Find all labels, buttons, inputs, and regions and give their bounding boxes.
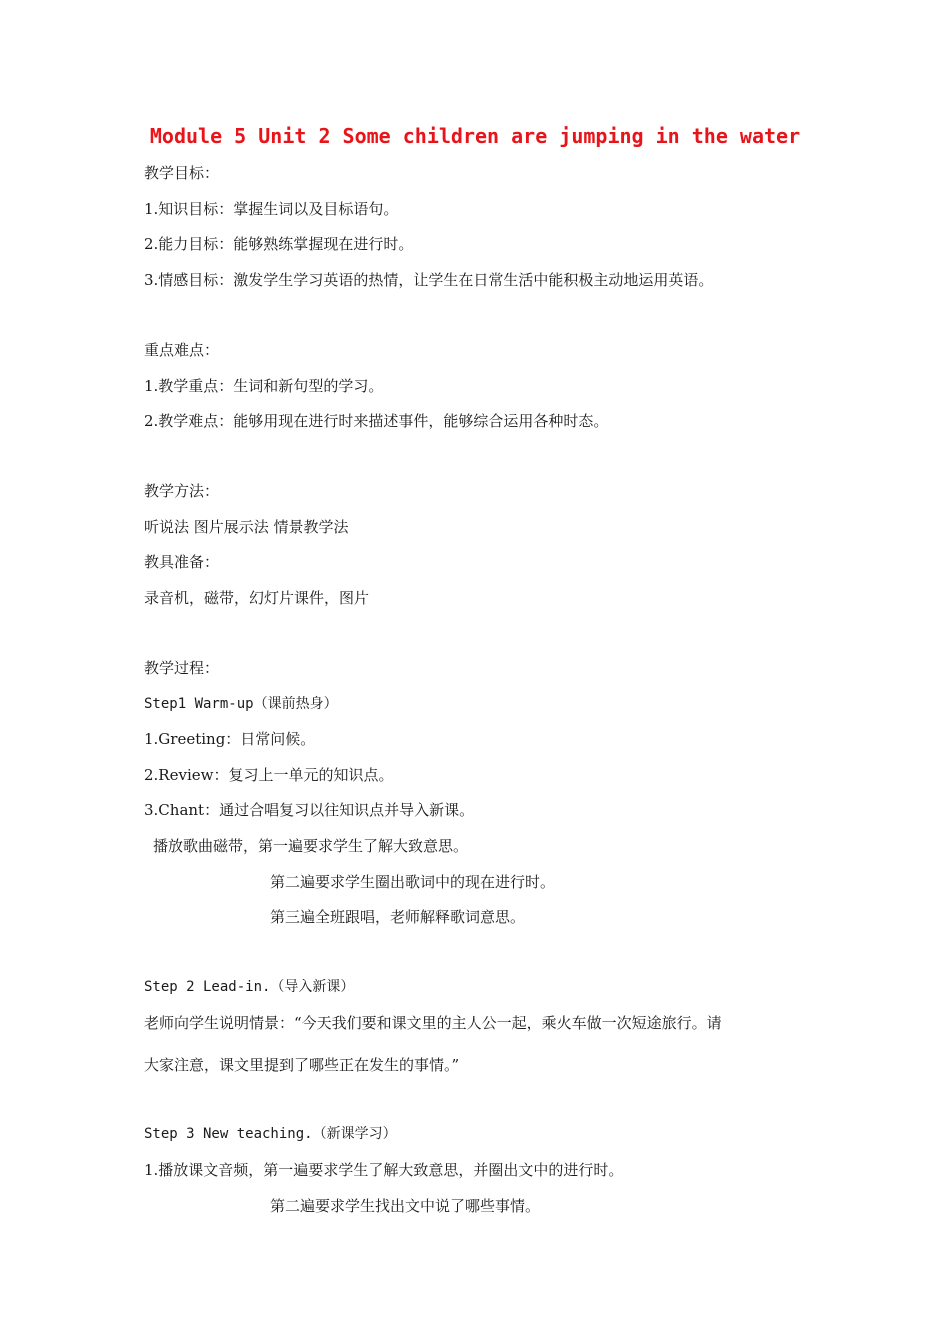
section-heading-objectives: 教学目标： bbox=[144, 164, 220, 182]
objective-knowledge: 1.知识目标：掌握生词以及目标语句。 bbox=[144, 200, 399, 218]
step1-review: 2.Review：复习上一单元的知识点。 bbox=[144, 766, 394, 784]
methods-list: 听说法 图片展示法 情景教学法 bbox=[144, 518, 349, 536]
chant-second-play: 第二遍要求学生圈出歌词中的现在进行时。 bbox=[270, 873, 556, 891]
step3-heading: Step 3 New teaching.（新课学习） bbox=[144, 1126, 397, 1142]
step1-chant: 3.Chant：通过合唱复习以往知识点并导入新课。 bbox=[144, 801, 475, 819]
step1-greeting: 1.Greeting：日常问候。 bbox=[144, 730, 316, 748]
objective-emotion: 3.情感目标：激发学生学习英语的热情，让学生在日常生活中能积极主动地运用英语。 bbox=[144, 271, 714, 289]
step2-scenario-line1: 老师向学生说明情景：“今天我们要和课文里的主人公一起，乘火车做一次短途旅行。请 bbox=[144, 1014, 722, 1032]
section-heading-process: 教学过程： bbox=[144, 659, 220, 677]
section-heading-key-points: 重点难点： bbox=[144, 341, 220, 359]
section-heading-materials: 教具准备： bbox=[144, 553, 220, 571]
step2-scenario-line2: 大家注意，课文里提到了哪些正在发生的事情。” bbox=[144, 1056, 460, 1074]
document-title: Module 5 Unit 2 Some children are jumping in the water bbox=[149, 124, 801, 148]
step1-heading: Step1 Warm-up（课前热身） bbox=[144, 696, 338, 712]
step3-audio-first: 1.播放课文音频，第一遍要求学生了解大致意思，并圈出文中的进行时。 bbox=[144, 1161, 624, 1179]
materials-list: 录音机，磁带，幻灯片课件，图片 bbox=[144, 589, 370, 607]
step2-heading: Step 2 Lead-in.（导入新课） bbox=[144, 979, 355, 995]
chant-first-play: 播放歌曲磁带，第一遍要求学生了解大致意思。 bbox=[153, 837, 469, 855]
step3-audio-second: 第二遍要求学生找出文中说了哪些事情。 bbox=[270, 1197, 541, 1215]
objective-ability: 2.能力目标：能够熟练掌握现在进行时。 bbox=[144, 235, 414, 253]
chant-third-play: 第三遍全班跟唱，老师解释歌词意思。 bbox=[270, 908, 526, 926]
difficult-point: 2.教学难点：能够用现在进行时来描述事件，能够综合运用各种时态。 bbox=[144, 412, 609, 430]
section-heading-methods: 教学方法： bbox=[144, 482, 220, 500]
key-point: 1.教学重点：生词和新句型的学习。 bbox=[144, 377, 384, 395]
